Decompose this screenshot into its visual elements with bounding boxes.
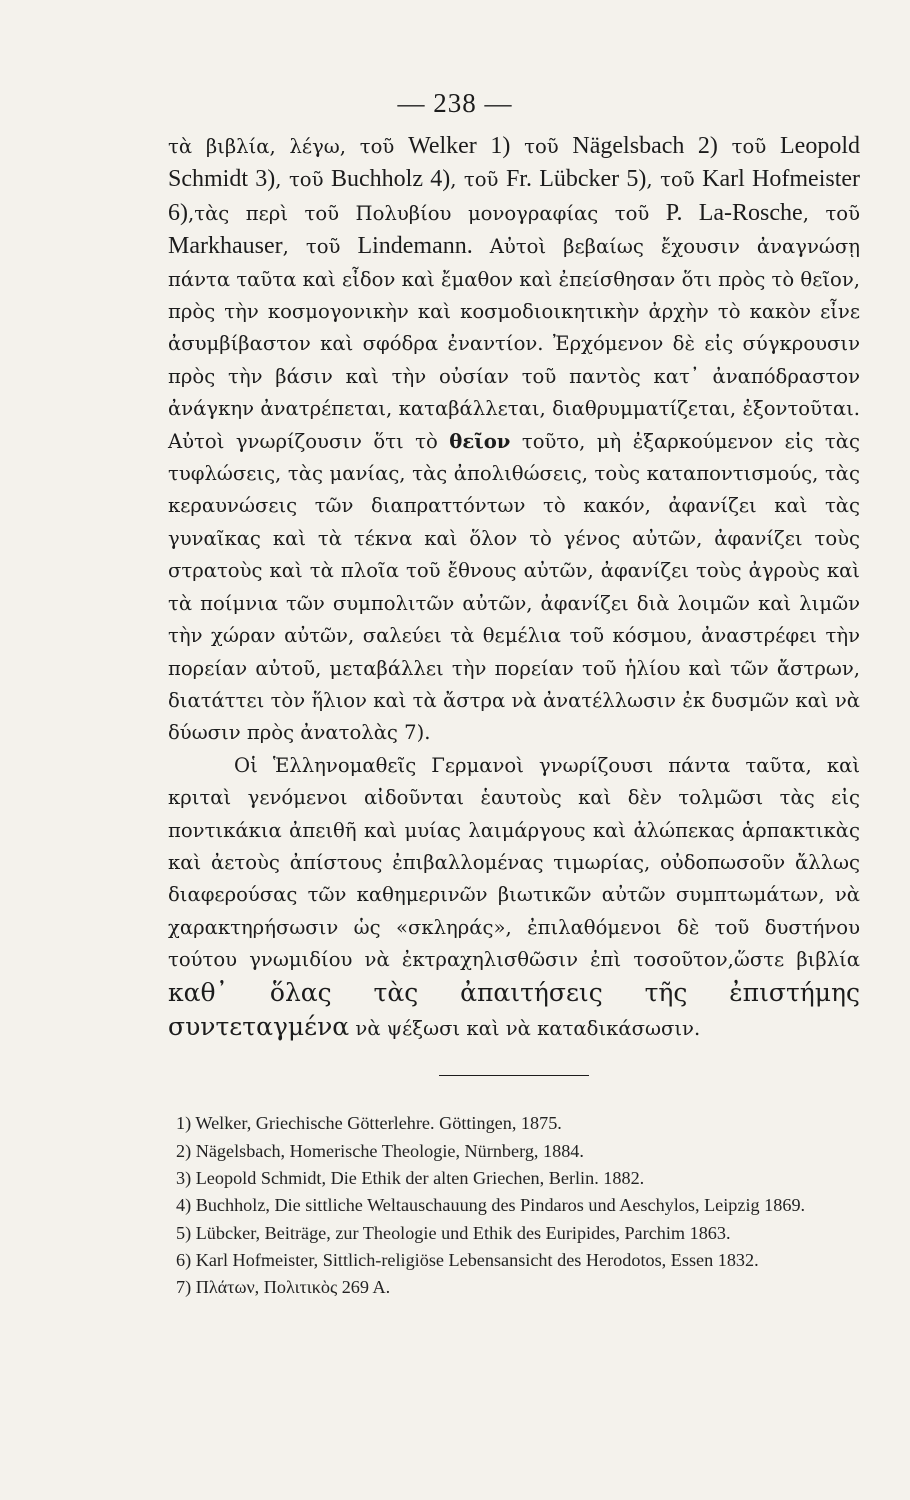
text-run: , τοῦ <box>450 168 506 192</box>
body-text <box>168 130 860 1045</box>
footnote-divider <box>439 1075 589 1076</box>
paragraph-1 <box>168 130 860 750</box>
text-run: νὰ ψέξωσι καὶ νὰ καταδικάσωσιν. <box>349 1016 701 1040</box>
text-run: Αὐτοὶ βεβαίως ἔχουσιν ἀναγνώσῃ πάντα ταῦτα καὶ εἶδον καὶ ἔμαθον καὶ ἐπείσθησαν ὅτι πρὸς τὸ θεῖον, πρὸς τὴν κοσμογονικὴν καὶ κοσμοδιοικητικὴν ἀρχὴν τὸ κακὸν εἶνε ἀσυμβίβαστον καὶ σφόδρα ἐναντίον. Ἐρχόμενον δὲ εἰς σύγκρουσιν πρὸς τὴν βάσιν καὶ τὴν οὐσίαν τοῦ παντὸς κατ᾽ ἀναπόδραστον ἀνάγκην ἀνατρέπεται, καταβάλλεται, διαθρυμματίζεται, ἐξοντοῦται. Αὐτοὶ γνωρίζουσιν ὅτι τὸ <box>168 235 861 453</box>
text-run: Οἱ Ἑλληνομαθεῖς Γερμανοὶ γνωρίζουσι πάντα ταῦτα, καὶ κριταὶ γενόμενοι αἰδοῦνται ἑαυτοὺς καὶ δὲν τολμῶσι τὰς εἰς ποντικάκια ἀπειθῆ καὶ μυίας λαιμάργους καὶ ἀλώπεκας ἁρπακτικὰς καὶ ἀετοὺς ἀπίστους ἐπιβαλλομένας τιμωρίας, οὐδοπωσοῦν ἄλλως διαφερούσας τῶν καθημερινῶν βιωτικῶν αὐτῶν συμπτωμάτων, νὰ χαρακτηρήσωσιν ὡς «σκληράς», ἐπιλαθόμενοι δὲ τοῦ δυστήνου τούτου γνωμιδίου νὰ ἐκτραχηλισθῶσιν ἐπὶ τοσοῦτον,ὥστε βιβλία <box>168 753 860 972</box>
footnote: 6) Karl Hofmeister, Sittlich-religiöse Lebensansicht des Herodotos, Essen 1832. <box>176 1249 759 1270</box>
emphasis-theion: θεῖον <box>449 429 511 453</box>
citation-lubcker: Fr. Lübcker 5) <box>505 166 647 193</box>
footnote: 1) Welker, Griechische Götterlehre. Göttingen, 1875. <box>176 1113 562 1134</box>
footnotes <box>168 1110 860 1301</box>
text-run: τὰ βιβλία, λέγω, τοῦ <box>168 135 409 158</box>
text-run: , τοῦ <box>802 201 860 225</box>
footnote: 3) Leopold Schmidt, Die Ethik der alten Griechen, Berlin. 1882. <box>176 1167 645 1188</box>
name-markhauser: Markhauser <box>168 233 283 260</box>
footnote: 4) Buchholz, Die sittliche Weltauschauung des Pindaros und Aeschylos, Leipzig 1869. <box>176 1195 806 1216</box>
paragraph-2 <box>168 750 860 1046</box>
citation-buchholz: Buchholz 4) <box>330 166 451 193</box>
emphasis-quote: καθ᾽ ὅλας τὰς ἀπαιτήσεις τῆς ἐπιστήμης συντεταγμένα <box>168 977 860 1041</box>
name-lindemann: Lindemann. <box>357 233 473 260</box>
text-run: , τοῦ <box>646 168 703 192</box>
citation-schmidt: Leopold Schmidt 3) <box>168 133 860 193</box>
citation-nagelsbach: Nägelsbach 2) <box>572 133 718 159</box>
text-run: ,τὰς περὶ τοῦ Πολυβίου μονογραφίας τοῦ <box>188 201 666 225</box>
citation-hofmeister: Karl Hofmeister 6) <box>168 166 861 226</box>
footnote: 2) Nägelsbach, Homerische Theologie, Nürnberg, 1884. <box>176 1140 584 1161</box>
citation-welker: Welker 1) <box>408 133 511 159</box>
text-run: τοῦ <box>717 135 780 158</box>
footnote: 7) Πλάτων, Πολιτικὸς 269 Α. <box>176 1277 391 1298</box>
name-la-rosche: P. La-Rosche <box>665 199 803 226</box>
text-run: , τοῦ <box>275 168 331 192</box>
text-run: , τοῦ <box>282 235 358 259</box>
text-run: τοῦ <box>510 135 573 158</box>
text-run: τοῦτο, μὴ ἐξαρκούμενον εἰς τὰς τυφλώσεις, τὰς μανίας, τὰς ἀπολιθώσεις, τοὺς καταποντισμούς, τὰς κεραυνώσεις τῶν διαπραττόντων τὸ κακόν, ἀφανίζει καὶ τὰς γυναῖκας καὶ τὰ τέκνα καὶ ὅλον τὸ γένος αὐτῶν, ἀφανίζει τοὺς στρατοὺς καὶ τὰ πλοῖα τοῦ ἔθνους αὐτῶν, ἀφανίζει τοὺς ἀγροὺς καὶ τὰ ποίμνια τῶν συμπολιτῶν αὐτῶν, ἀφανίζει διὰ λοιμῶν καὶ λιμῶν τὴν χώραν αὐτῶν, σαλεύει τὰ θεμέλια τοῦ κόσμου, ἀναστρέφει τὴν πορείαν αὐτοῦ, μεταβάλλει τὴν πορείαν τοῦ ἡλίου καὶ τῶν ἄστρων, διατάττει τὸν ἥλιον καὶ τὰ ἄστρα νὰ ἀνατέλλωσιν ἐκ δυσμῶν καὶ νὰ δύωσιν πρὸς ἀνατολὰς 7). <box>168 429 860 745</box>
page-number: — 238 — <box>397 88 513 118</box>
footnote: 5) Lübcker, Beiträge, zur Theologie und Ethik des Euripides, Parchim 1863. <box>176 1222 731 1243</box>
